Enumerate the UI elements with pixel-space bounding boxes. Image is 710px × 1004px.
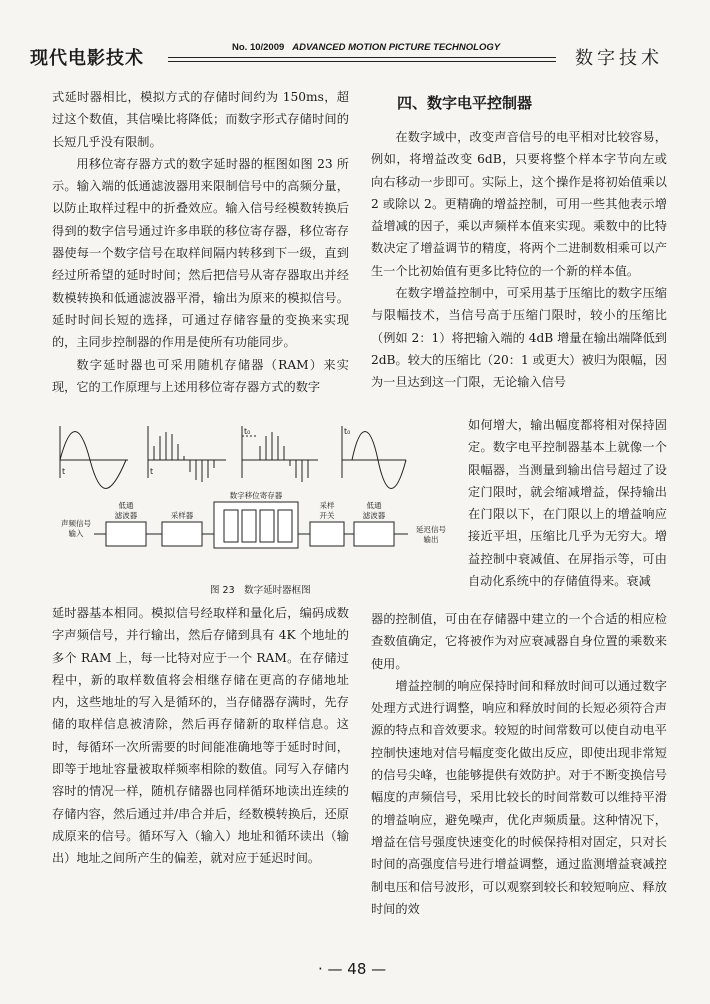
right-column-bottom <box>371 608 667 920</box>
section-label: 数字技术 <box>575 48 663 69</box>
right-column-narrow <box>468 414 667 592</box>
paragraph: 增益控制的响应保持时间和释放时间可以通过数字处理方式进行调整，响应和释放时间的长短必须符合声源的特点和音效要求。较短的时间常数可以使自动电平控制快速地对信号幅度变化做出反应，即使出现非常短的信号尖峰，也能够提供有效防护。对于不断变换信号幅度的声频信号，采用比较长的时间常数可以维持平滑的增益响应，避免噪声，优化声频质量。这种情况下，增益在信号强度快速变化的时候保持相对固定，只对长时间的高强度信号进行增益调整，通过监测增益衰减控制电压和信号波形，可以观察到较长和较短响应、释放时间的效 <box>371 678 667 916</box>
paragraph: 式延时器相比，模拟方式的存储时间约为 150ms，超过这个数值，其信噪比将降低；而数字形式存储时间的长短几乎没有限制。 <box>52 90 349 149</box>
issue-info <box>232 42 500 53</box>
lpf-output-block <box>354 522 394 546</box>
shift-register-label: 数字移位寄存器 <box>229 491 283 500</box>
lpf-output-label: 低通 <box>366 501 382 510</box>
output-label: 延迟信号 <box>416 525 446 534</box>
lpf-input-label: 滤波器 <box>114 511 138 520</box>
input-label: 输入 <box>68 529 84 538</box>
header-rule <box>168 57 556 58</box>
register-cell <box>278 510 292 542</box>
waveform-sampled-panel <box>148 426 226 482</box>
delay-label: t₀ <box>244 427 251 436</box>
paragraph: 如何增大，输出幅度都将相对保持固定。数字电平控制器基本上就像一个限幅器，当测量到输出信号超过了设定门限时，就会缩减增益，保持输出在门限以下，在门限以上的增益响应接近平坦，压缩比几乎为无穷大。增益控制中衰减值、在屏指示等，可由自动化系统中的存储值得来。衰减 <box>468 418 667 589</box>
figure-caption: 图 23 数字延时器框图 <box>210 585 311 596</box>
lpf-output-label: 滤波器 <box>362 511 386 520</box>
issue-number: No. 10/2009 <box>232 42 285 53</box>
time-axis-label: t <box>150 467 154 476</box>
lpf-input-block <box>106 522 146 546</box>
journal-title-en: ADVANCED MOTION PICTURE TECHNOLOGY <box>292 42 501 53</box>
register-cell <box>224 510 238 542</box>
paragraph: 在数字增益控制中，可采用基于压缩比的数字压缩与限幅技术，当信号高于压缩门限时，较小的压缩比（例如 2：1）将把输入端的 4dB 增量在输出端降低到 2dB。较大的压缩比（20：1 或更大）被归为限幅，因为一旦达到这一门限，无论输入信号 <box>371 286 667 390</box>
digital-delay-figure <box>56 422 456 572</box>
paragraph: 器的控制值，可由在存储器中建立的一个合适的相应检查数值确定，它将被作为对应衰减器自身位置的乘数来使用。 <box>371 612 667 671</box>
sampler-block <box>162 522 202 546</box>
waveform-input-panel <box>60 426 128 489</box>
paragraph: 延时器基本相同。模拟信号经取样和量化后，编码成数字声频信号，并行输出，然后存储到具有 4K 个地址的多个 RAM 上，每一比特对应于一个 RAM。在存储过程中，新的取样数值将会相继存储在更高的存储地址内，这些地址的写入是循环的，当存储器存满时，先存储的取样信息被清除，然后再存储新的取样信息。这时，每循环一次所需要的时间能准确地等于延时时间，即等于地址容量被取样频率相除的数值。同写入存储内容时的情况一样，随机存储器也同样循环地读出连续的存储内容，然后通过并/串合并后，经数模转换后，还原成原来的信号。循环写入（输入）地址和循环读出（输出）地址之间所产生的偏差，就对应于延迟时间。 <box>52 606 349 866</box>
sample-switch-block <box>310 522 344 546</box>
sampler-label: 采样器 <box>170 511 194 520</box>
paragraph: 数字延时器也可采用随机存储器（RAM）来实现，它的工作原理与上述用移位寄存器方式的数字 <box>52 357 349 394</box>
page-number: · — 48 — <box>318 960 387 978</box>
register-cell <box>260 510 274 542</box>
delay-label: t₀ <box>344 427 351 436</box>
lpf-input-label: 低通 <box>118 501 134 510</box>
journal-title-cn: 现代电影技术 <box>30 48 144 69</box>
paragraph: 用移位寄存器方式的数字延时器的框图如图 23 所示。输入端的低通滤波器用来限制信号中的高频分量，以防止取样过程中的折叠效应。输入信号经模数转换后得到的数字信号通过许多串联的移位寄存器，移位寄存器使每一个数字信号在取样间隔内转移到下一级，直到经过所希望的延时时间；然后把信号从寄存器取出并经数模转换和低通滤波器平滑，输出为原来的模拟信号。延时时间长短的选择，可通过存储容量的变换来实现的，主同步控制器的作用是使所有功能同步。 <box>52 156 349 350</box>
section-heading: 四、数字电平控制器 <box>397 94 533 112</box>
waveform-output-panel <box>342 426 406 489</box>
right-column-top <box>371 126 667 394</box>
sample-bars <box>154 432 214 482</box>
paragraph: 在数字域中，改变声音信号的电平相对比较容易，例如，将增益改变 6dB，只要将整个样本字节向左或向右移动一步即可。实际上，这个操作是将初始值乘以 2 或除以 2。更精确的增益控制，可用一些其他表示增益增减的因子，乘以声频样本值来实现。乘数中的比特数决定了增益调节的精度，将两个二进制数相乘可以产生一个比初始值有更多比特位的一个新的样本值。 <box>371 130 667 278</box>
register-cell <box>242 510 256 542</box>
sample-switch-label: 采样 <box>319 501 335 510</box>
time-axis-label: t <box>62 467 66 476</box>
sample-switch-label: 开关 <box>319 511 335 520</box>
delayed-sample-bars <box>260 432 308 482</box>
header-rule <box>168 61 556 62</box>
waveform-delayed-samples-panel <box>242 426 318 482</box>
left-column-top <box>52 86 349 398</box>
input-label: 声频信号 <box>61 519 91 528</box>
left-column-bottom <box>52 602 349 870</box>
output-label: 输出 <box>423 535 439 544</box>
